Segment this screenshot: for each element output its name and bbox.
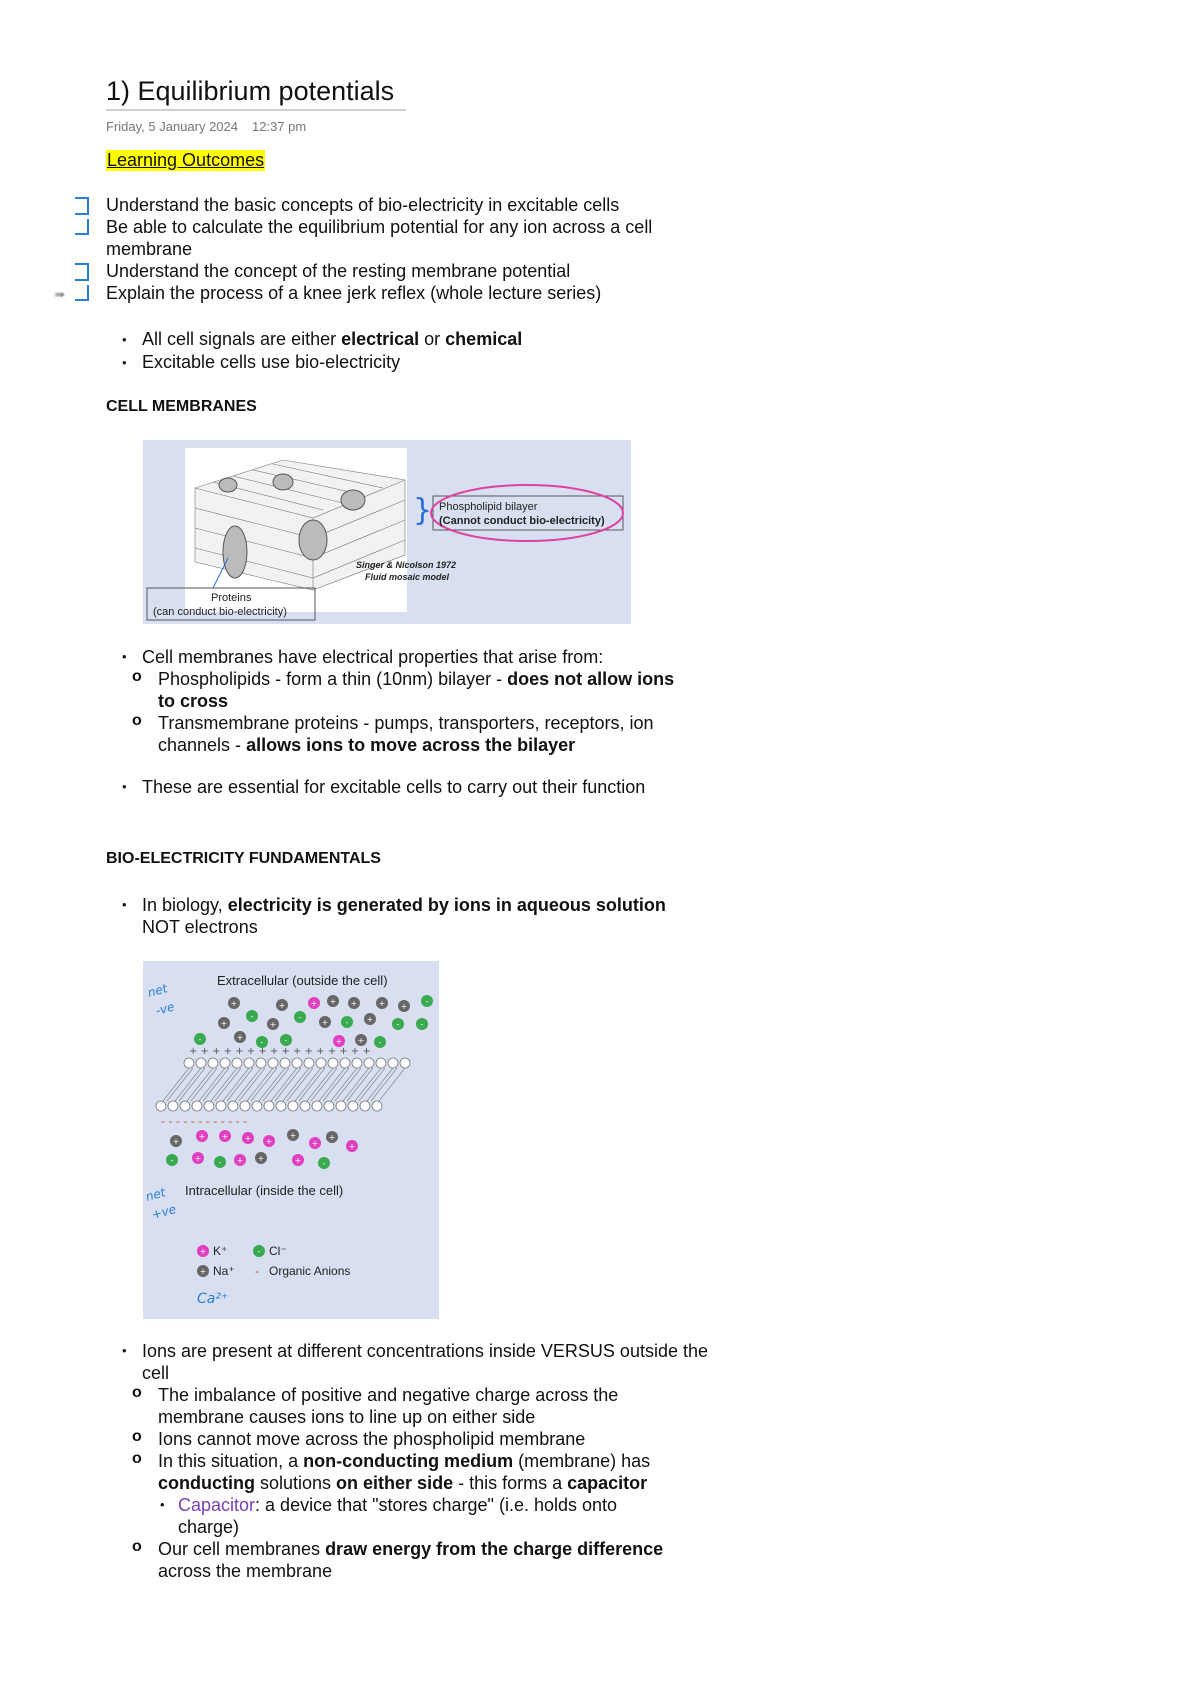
k-ion [292,1154,304,1166]
na-ion [287,1129,299,1141]
text: In biology, [142,895,228,915]
time-text: 12:37 pm [252,119,307,134]
svg-text:+: + [236,1033,244,1042]
cl-ion [341,1016,353,1028]
bold-text: capacitor [567,1473,648,1493]
text: (membrane) has [513,1451,651,1471]
handwritten-charge: +ve [150,1202,178,1222]
na-ion [376,997,388,1009]
sub-list-item [122,668,762,712]
outcome-item [106,194,706,216]
cl-ion [318,1157,330,1169]
date-text: Friday, 5 January 2024 [106,119,238,134]
svg-text:+: + [194,1154,202,1163]
k-ion [192,1152,204,1164]
svg-text:-: - [198,1035,202,1044]
outcome-item [106,216,706,260]
ion-distribution-image [143,961,439,1319]
intro-bullets [122,328,522,374]
membrane-diagram-image [143,440,631,624]
bold-text: allows ions to move across the bilayer [246,735,576,755]
outcome-text: Understand the basic concepts of bio-electricity in excitable cells [106,195,620,215]
svg-text:-: - [425,997,429,1006]
sub-list-item [122,1384,772,1428]
legend-k: K⁺ [213,1244,228,1258]
membranes-list [122,646,762,798]
arrow-right-icon: ➠ [54,286,66,302]
na-ion [398,1000,410,1012]
svg-text:+: + [278,1001,286,1010]
text: across the membrane [158,1561,333,1581]
handwritten-charge: -ve [154,999,176,1018]
extracellular-label: Extracellular (outside the cell) [217,973,388,988]
cl-ion [294,1011,306,1023]
cl-ion [421,995,433,1007]
handwritten-calcium: Ca²⁺ [197,1291,229,1307]
svg-text:-: - [218,1158,222,1167]
text: These are essential for excitable cells to carry out their function [142,777,646,797]
proteins-label: Proteins [211,592,252,604]
k-ion [234,1154,246,1166]
k-ion [196,1130,208,1142]
svg-text:+: + [311,1139,319,1148]
outcome-text: Explain the process of a knee jerk reflex (whole lecture series) [106,283,602,303]
k-ion [263,1135,275,1147]
text: Cell membranes have electrical properties that arise from: [142,647,604,667]
cl-ion [374,1036,386,1048]
svg-text:+: + [244,1134,252,1143]
svg-text:+: + [199,1247,207,1256]
svg-text:+: + [335,1037,343,1046]
na-ion [364,1013,376,1025]
term-text: Capacitor [178,1495,256,1515]
sub-list-item [122,1450,772,1494]
k-ion [219,1130,231,1142]
svg-text:}: } [413,493,433,528]
svg-text:-: - [255,1264,259,1278]
text: Our cell membranes [158,1539,326,1559]
todo-checkbox-icon[interactable] [75,263,89,281]
bold-text: non-conducting medium [303,1451,514,1471]
list-item [122,646,762,668]
na-ion [348,997,360,1009]
text: or [419,329,446,349]
text: cell [142,1363,170,1383]
text: All cell signals are either [142,329,342,349]
svg-text:-: - [284,1036,288,1045]
svg-text:+ + + + + + + + + + +: + + + + + + + + + + + + + + + + [189,1046,371,1057]
text: : a device that "stores charge" (i.e. holds onto [255,1495,618,1515]
na-ion [267,1018,279,1030]
svg-text:-: - [260,1038,264,1047]
text: Phospholipids - form a thin (10nm) bilayer - [158,669,508,689]
svg-text:+: + [269,1020,277,1029]
cl-ion [194,1033,206,1045]
proteins-label-sub: (can conduct bio-electricity) [153,606,287,618]
k-ion [309,1137,321,1149]
bold-text: conducting [158,1473,255,1493]
text: channels - [158,735,247,755]
na-ion [355,1034,367,1046]
todo-checkbox-icon[interactable] [75,285,89,301]
list-item [122,328,522,351]
svg-text:+: + [221,1132,229,1141]
svg-text:+: + [357,1036,365,1045]
text: Ions are present at different concentrations inside VERSUS outside the [142,1341,708,1361]
k-ion [242,1132,254,1144]
bold-text: on either side [336,1473,454,1493]
list-item [122,351,522,374]
text: NOT electrons [142,917,258,937]
svg-text:-: - [378,1038,382,1047]
svg-text:-: - [170,1156,174,1165]
svg-text:+: + [366,1015,374,1024]
svg-text:+: + [310,999,318,1008]
svg-text:+: + [199,1267,207,1276]
list-item [122,776,762,798]
bold-text: draw energy from the charge difference [325,1539,664,1559]
page-title: 1) Equilibrium potentials [106,76,395,106]
bilayer-label-sub: (Cannot conduct bio-electricity) [439,515,605,527]
outcome-text-cont: membrane [106,239,193,259]
svg-text:+: + [348,1142,356,1151]
svg-text:+: + [220,1019,228,1028]
cl-ion [280,1034,292,1046]
na-ion [218,1017,230,1029]
svg-text:+: + [350,999,358,1008]
legend-organic-anions: Organic Anions [269,1264,351,1278]
svg-text:-: - [257,1247,261,1256]
outcome-item [106,260,706,282]
todo-checkbox-icon[interactable] [75,219,89,235]
text: Ions cannot move across the phospholipid membrane [158,1429,586,1449]
section-heading-cell-membranes: CELL MEMBRANES [106,398,257,415]
citation-subtext: Fluid mosaic model [365,572,450,582]
na-ion [228,997,240,1009]
bold-text: chemical [445,329,523,349]
svg-text:+: + [172,1137,180,1146]
k-ion [308,997,320,1009]
na-ion [255,1152,267,1164]
ions-list [122,1340,772,1582]
outcome-item [54,282,706,304]
cl-ion [246,1010,258,1022]
text: Excitable cells use bio-electricity [142,352,401,372]
svg-text:+: + [257,1154,265,1163]
na-ion [326,1131,338,1143]
k-ion [346,1140,358,1152]
learning-outcomes-list [54,194,706,304]
svg-text:+: + [236,1156,244,1165]
svg-text:-: - [250,1012,254,1021]
title-underline [106,109,406,111]
outcome-text: Understand the concept of the resting membrane potential [106,261,571,281]
na-ion [327,995,339,1007]
text: The imbalance of positive and negative charge across the [158,1385,619,1405]
learning-outcomes-heading: Learning Outcomes [107,150,265,170]
bio-list [122,894,762,938]
text: Transmembrane proteins - pumps, transporters, receptors, ion [158,713,654,733]
svg-text:+: + [230,999,238,1008]
sub-sub-list-item [122,1494,772,1538]
svg-text:-: - [298,1013,302,1022]
cl-ion [214,1156,226,1168]
page-date [106,119,306,134]
na-ion [276,999,288,1011]
svg-text:+: + [400,1002,408,1011]
todo-checkbox-icon[interactable] [75,197,89,215]
legend-cl: Cl⁻ [269,1244,287,1258]
na-ion [319,1016,331,1028]
svg-text:+: + [321,1018,329,1027]
outcome-text: Be able to calculate the equilibrium potential for any ion across a cell [106,217,653,237]
text: In this situation, a [158,1451,304,1471]
bold-text: electricity is generated by ions in aqueous solution [227,895,666,915]
svg-text:- - - - - - - - -: - - - - - - - - - - - - [161,1115,248,1128]
bold-text: electrical [341,329,420,349]
sub-list-item [122,1538,772,1582]
text: membrane causes ions to line up on either side [158,1407,536,1427]
citation-text: Singer & Nicolson 1972 [356,560,457,570]
spacer [122,756,762,776]
svg-text:-: - [396,1020,400,1029]
list-item [122,894,762,938]
svg-text:+: + [328,1133,336,1142]
cl-ion [416,1018,428,1030]
svg-text:+: + [265,1137,273,1146]
svg-text:-: - [322,1159,326,1168]
na-ion [170,1135,182,1147]
handwritten-net: net [144,1185,167,1204]
cl-ion [166,1154,178,1166]
list-item [122,1340,772,1384]
svg-text:+: + [378,999,386,1008]
text: - this forms a [453,1473,568,1493]
bilayer-label: Phospholipid bilayer [439,501,538,513]
svg-text:-: - [345,1018,349,1027]
bold-text: does not allow ions [507,669,675,689]
intracellular-label: Intracellular (inside the cell) [185,1183,344,1198]
svg-text:+: + [289,1131,297,1140]
bold-text: to cross [158,691,229,711]
na-ion [234,1031,246,1043]
legend-na: Na⁺ [213,1264,235,1278]
sub-list-item [122,712,762,756]
svg-text:-: - [420,1020,424,1029]
svg-text:+: + [198,1132,206,1141]
text: solutions [255,1473,337,1493]
handwritten-net: net [146,981,169,1000]
text: charge) [178,1517,240,1537]
sub-list-item [122,1428,772,1450]
section-heading-bioelectricity: BIO-ELECTRICITY FUNDAMENTALS [106,850,381,867]
svg-text:+: + [329,997,337,1006]
svg-text:+: + [294,1156,302,1165]
cl-ion [392,1018,404,1030]
